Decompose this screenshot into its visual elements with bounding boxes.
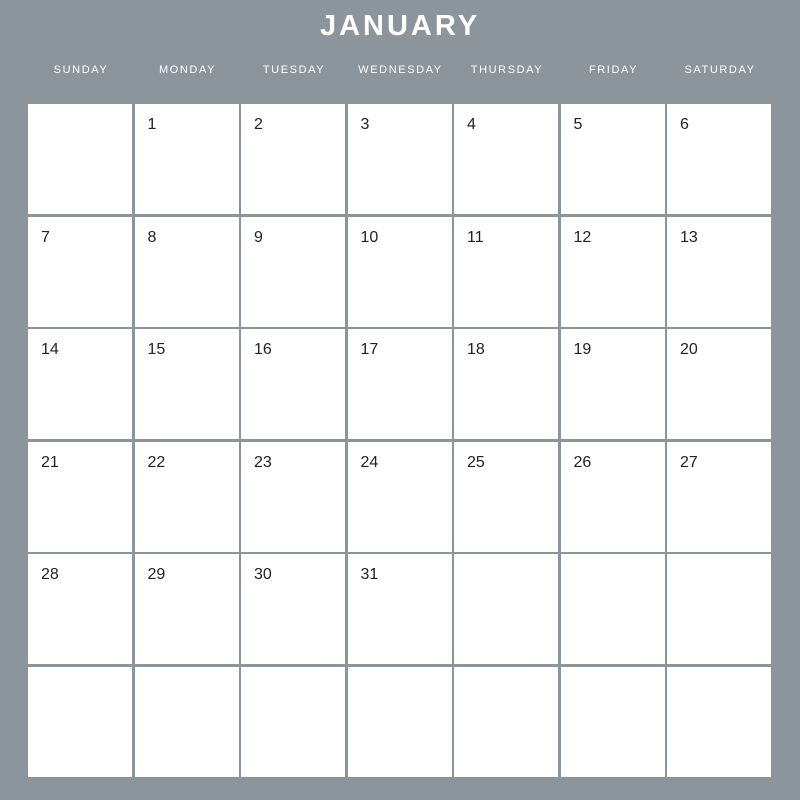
day-cell[interactable] — [241, 554, 345, 664]
day-cell[interactable] — [348, 104, 452, 214]
day-cell[interactable] — [28, 442, 132, 552]
day-cell[interactable] — [667, 104, 771, 214]
day-number: 11 — [467, 228, 484, 246]
day-cell[interactable] — [348, 667, 452, 777]
day-cell[interactable] — [561, 329, 665, 439]
day-cell[interactable] — [135, 442, 239, 552]
day-number: 21 — [41, 453, 59, 471]
day-cell[interactable] — [28, 104, 132, 214]
day-cell[interactable] — [454, 329, 558, 439]
day-cell[interactable] — [667, 667, 771, 777]
day-cell[interactable] — [561, 667, 665, 777]
weekday-label: FRIDAY — [588, 64, 639, 76]
day-cell[interactable] — [241, 217, 345, 327]
weekday-label: SATURDAY — [684, 64, 756, 76]
day-cell[interactable] — [454, 104, 558, 214]
day-number: 4 — [467, 116, 476, 133]
day-number: 1 — [147, 116, 157, 133]
day-cell[interactable] — [454, 667, 558, 777]
day-number: 25 — [467, 453, 485, 471]
day-cell[interactable] — [135, 104, 239, 214]
day-cell[interactable] — [454, 442, 558, 552]
day-number: 16 — [254, 341, 272, 358]
day-number: 17 — [360, 341, 379, 358]
day-cell[interactable] — [561, 442, 665, 552]
day-cell[interactable] — [135, 667, 239, 777]
day-number: 6 — [680, 116, 689, 133]
day-cell[interactable] — [241, 667, 345, 777]
day-number: 7 — [41, 228, 50, 246]
day-cell[interactable] — [561, 217, 665, 327]
day-cell[interactable] — [135, 329, 239, 439]
day-cell[interactable] — [454, 554, 558, 664]
day-number: 20 — [680, 341, 698, 358]
day-number: 23 — [254, 453, 272, 471]
day-cell[interactable] — [348, 442, 452, 552]
day-cell[interactable] — [667, 217, 771, 327]
day-number: 9 — [254, 228, 263, 246]
day-cell[interactable] — [667, 554, 771, 664]
day-cell[interactable] — [28, 217, 132, 327]
weekday-label: SUNDAY — [53, 64, 109, 76]
weekday-label: WEDNESDAY — [358, 64, 443, 76]
month-title: JANUARY — [319, 10, 481, 42]
day-cell[interactable] — [348, 217, 452, 327]
day-cell[interactable] — [667, 442, 771, 552]
day-number: 31 — [360, 566, 379, 583]
day-number: 27 — [680, 453, 698, 471]
day-cell[interactable] — [241, 329, 345, 439]
calendar-grid — [28, 104, 773, 779]
weekday-header-row — [28, 62, 773, 78]
weekday-label: MONDAY — [158, 64, 217, 76]
day-number: 3 — [360, 116, 370, 133]
day-cell[interactable] — [241, 442, 345, 552]
day-cell[interactable] — [561, 104, 665, 214]
day-number: 26 — [573, 453, 592, 471]
day-number: 5 — [573, 116, 583, 133]
day-number: 30 — [254, 566, 272, 583]
day-cell[interactable] — [348, 554, 452, 664]
day-cell[interactable] — [28, 329, 132, 439]
day-number: 10 — [360, 228, 379, 246]
day-number: 12 — [573, 228, 592, 246]
day-cell[interactable] — [135, 554, 239, 664]
day-number: 29 — [147, 566, 166, 583]
day-cell[interactable] — [667, 329, 771, 439]
day-cell[interactable] — [454, 217, 558, 327]
day-number: 2 — [254, 116, 263, 133]
day-number: 28 — [41, 566, 59, 583]
day-cell[interactable] — [348, 329, 452, 439]
day-number: 22 — [147, 453, 166, 471]
weekday-label: TUESDAY — [262, 64, 326, 76]
weekday-label: THURSDAY — [470, 64, 544, 76]
day-number: 15 — [147, 341, 166, 358]
day-number: 8 — [147, 228, 157, 246]
day-cell[interactable] — [241, 104, 345, 214]
day-cell[interactable] — [28, 554, 132, 664]
day-number: 19 — [573, 341, 592, 358]
day-number: 14 — [41, 341, 59, 358]
day-cell[interactable] — [561, 554, 665, 664]
day-number: 13 — [680, 228, 698, 246]
day-number: 18 — [467, 341, 485, 358]
day-cell[interactable] — [135, 217, 239, 327]
day-number: 24 — [360, 453, 379, 471]
day-cell[interactable] — [28, 667, 132, 777]
